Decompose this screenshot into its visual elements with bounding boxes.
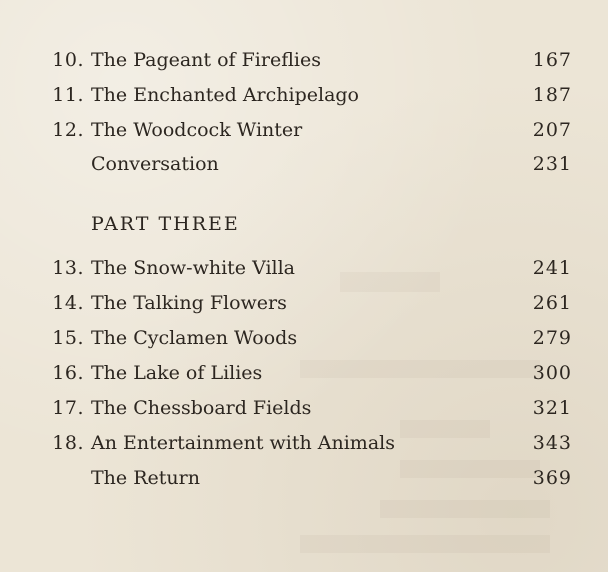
chapter-title: The Woodcock Winter — [91, 119, 303, 141]
toc-entry — [0, 358, 608, 388]
show-through-shading — [300, 535, 550, 553]
chapter-title: The Return — [91, 467, 200, 489]
toc-entry — [0, 393, 608, 423]
toc-entry — [0, 115, 608, 145]
toc-entry — [0, 45, 608, 75]
chapter-number: 18. — [52, 432, 84, 454]
chapter-title: The Lake of Lilies — [91, 362, 263, 384]
chapter-number: 14. — [52, 292, 84, 314]
chapter-title: The Snow-white Villa — [91, 257, 296, 279]
toc-entry — [0, 149, 608, 179]
chapter-number: 13. — [52, 257, 84, 279]
toc-entry — [0, 253, 608, 283]
chapter-title: The Chessboard Fields — [91, 397, 312, 419]
toc-entry — [0, 288, 608, 318]
show-through-shading — [380, 500, 550, 518]
toc-entry — [0, 80, 608, 110]
chapter-number: 15. — [52, 327, 84, 349]
page-number: 241 — [532, 257, 572, 279]
chapter-number: 11. — [52, 84, 84, 106]
part-heading: PART THREE — [91, 213, 240, 235]
page-number: 279 — [532, 327, 572, 349]
page-number: 321 — [532, 397, 572, 419]
toc-entry — [0, 428, 608, 458]
chapter-title: The Pageant of Fireflies — [91, 49, 321, 71]
chapter-title: The Enchanted Archipelago — [91, 84, 359, 106]
page-number: 207 — [532, 119, 572, 141]
page-number: 343 — [532, 432, 572, 454]
chapter-title: The Talking Flowers — [91, 292, 287, 314]
chapter-title: Conversation — [91, 153, 219, 175]
page-number: 187 — [532, 84, 572, 106]
chapter-title: The Cyclamen Woods — [91, 327, 298, 349]
page-number: 369 — [532, 467, 572, 489]
toc-entry — [0, 463, 608, 493]
page-number: 261 — [532, 292, 572, 314]
chapter-title: An Entertainment with Animals — [91, 432, 395, 454]
page-number: 300 — [532, 362, 572, 384]
chapter-number: 12. — [52, 119, 84, 141]
page-number: 167 — [532, 49, 572, 71]
chapter-number: 16. — [52, 362, 84, 384]
page-number: 231 — [532, 153, 572, 175]
chapter-number: 17. — [52, 397, 84, 419]
chapter-number: 10. — [52, 49, 84, 71]
toc-entry — [0, 323, 608, 353]
